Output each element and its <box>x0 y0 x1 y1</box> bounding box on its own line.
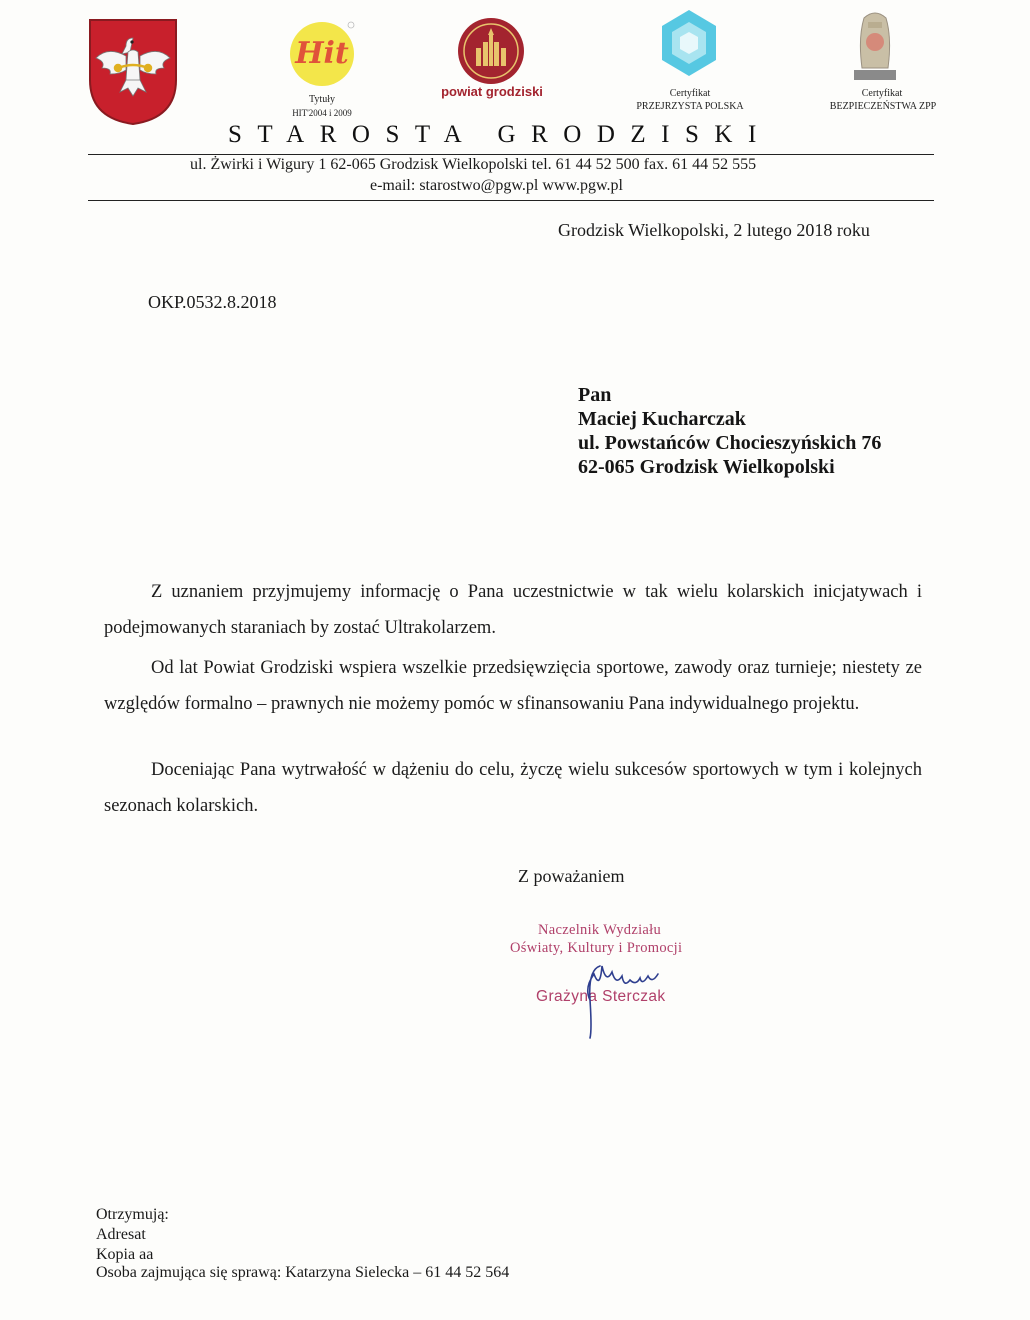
recipient-name: Maciej Kucharczak <box>578 408 746 430</box>
place-and-date: Grodzisk Wielkopolski, 2 lutego 2018 roku <box>558 220 870 240</box>
cert2-caption-line1: Certyfikat <box>861 88 903 99</box>
zpp-safety-trophy-logo <box>850 8 900 82</box>
stamp-name: Grażyna Sterczak <box>536 988 666 1005</box>
przejrzysta-polska-logo <box>658 8 720 80</box>
cert2-caption-line2: BEZPIECZEŃSTWA ZPP <box>829 101 937 112</box>
recipient-street: ul. Powstańców Chocieszyńskich 76 <box>578 432 882 454</box>
hit-logo-text: Hit <box>295 36 349 71</box>
footer-heading: Otrzymują: <box>96 1206 169 1223</box>
recipient-city: 62-065 Grodzisk Wielkopolski <box>578 456 835 478</box>
recipient-salutation: Pan <box>578 384 612 406</box>
stamp-title-line2: Oświaty, Kultury i Promocji <box>510 940 683 956</box>
hit-caption-line1: Tytuły <box>309 94 335 105</box>
header-rule-top <box>88 154 934 155</box>
cert1-caption-line2: PRZEJRZYSTA POLSKA <box>636 101 744 112</box>
powiat-grodziski-label: powiat grodziski <box>441 84 543 99</box>
body-paragraph: Od lat Powiat Grodziski wspiera wszelkie przedsięwzięcia sportowe, zawody oraz turnieje; niestety ze względów formalno – prawnych nie możemy pomóc w sfinansowaniu Pana indywidualnego projektu. <box>104 658 922 714</box>
hit-award-logo <box>287 20 357 88</box>
letter-body-2 <box>104 650 922 722</box>
body-paragraph: Z uznaniem przyjmujemy informację o Pana uczestnictwie w tak wielu kolarskich inicjatywach i podejmowanych staraniach by zostać Ultrakolarzem. <box>104 582 922 638</box>
cert1-caption-line1: Certyfikat <box>669 88 711 99</box>
header-rule-bottom <box>88 200 934 201</box>
footer-contact-person: Osoba zajmująca się sprawą: Katarzyna Sielecka – 61 44 52 564 <box>96 1264 510 1281</box>
letter-body-3 <box>104 752 922 824</box>
coat-of-arms-logo <box>88 18 178 126</box>
body-paragraph: Doceniając Pana wytrwałość w dążeniu do celu, życzę wielu sukcesów sportowych w tym i kolejnych sezonach kolarskich. <box>104 760 922 816</box>
powiat-grodziski-logo <box>456 16 526 86</box>
closing-phrase: Z poważaniem <box>518 866 625 886</box>
footer-recipient: Kopia aa <box>96 1246 154 1263</box>
letter-body <box>104 574 922 646</box>
hit-caption-line2: HIT'2004 i 2009 <box>292 108 352 118</box>
header-contact-line: e-mail: starostwo@pgw.pl www.pgw.pl <box>370 177 623 194</box>
stamp-title-line1: Naczelnik Wydziału <box>538 922 662 938</box>
handwritten-signature <box>578 960 688 1042</box>
reference-number: OKP.0532.8.2018 <box>148 292 277 312</box>
footer-recipient: Adresat <box>96 1226 146 1243</box>
letterhead-title: STAROSTA GRODZISKI <box>228 121 772 148</box>
header-address-line: ul. Żwirki i Wigury 1 62-065 Grodzisk Wielkopolski tel. 61 44 52 500 fax. 61 44 52 555 <box>190 156 757 173</box>
